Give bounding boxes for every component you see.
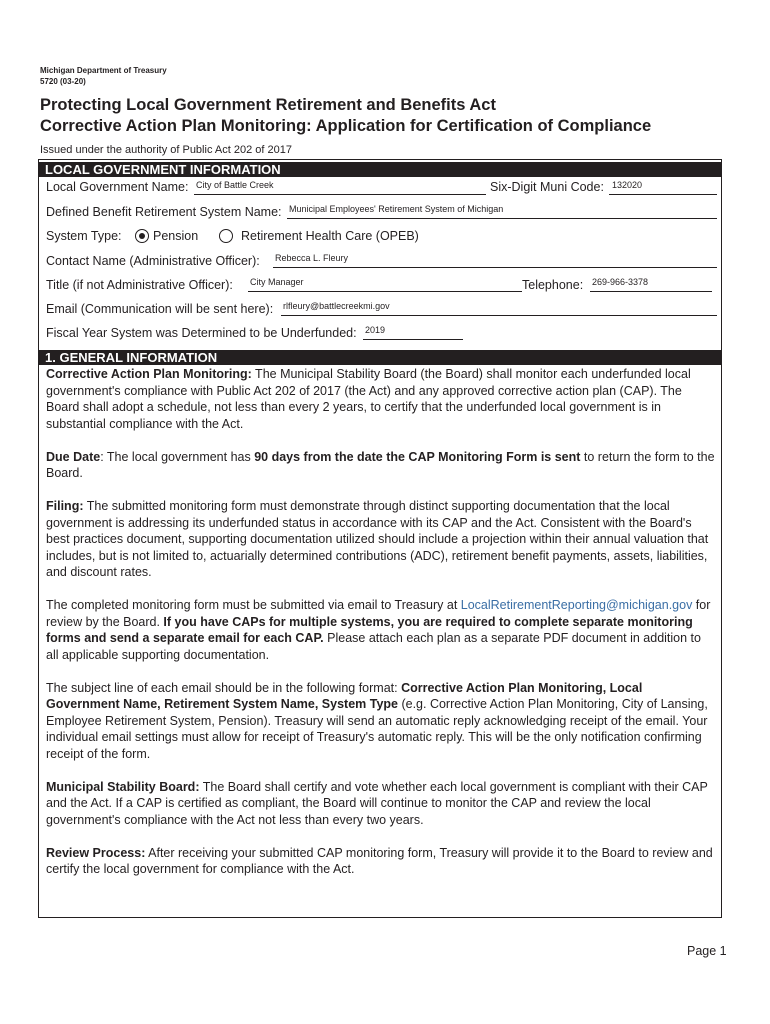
muni-code-field[interactable] — [609, 180, 717, 195]
submission-paragraph — [46, 597, 716, 663]
system-name-field[interactable] — [287, 204, 717, 219]
filing-text: The submitted monitoring form must demonstrate through distinct supporting documentation that the local government is addressing its underfunded status in accordance with its CAP and the Act. Consistent with the Board's best practices document, supporting documentation utilized should include a projection within their annual valuation that includes, but is not limited to, actuarially determined contributions (ADC), retirement benefit payments, assets, liabilities, and discount rates. — [46, 499, 709, 579]
filing-lead: Filing: — [46, 499, 84, 513]
local-gov-name-value: City of Battle Creek — [196, 180, 274, 190]
local-gov-section-heading: LOCAL GOVERNMENT INFORMATION — [39, 162, 721, 177]
submission-emphasis: If you have CAPs for multiple systems, you are required to complete separate monitoring forms and send a separate email for each CAP. — [46, 614, 693, 645]
system-type-label: System Type: — [46, 229, 122, 243]
opeb-radio[interactable] — [219, 229, 233, 243]
review-process-lead: Review Process: — [46, 845, 146, 860]
pension-radio[interactable] — [135, 229, 149, 243]
authority-note: Issued under the authority of Public Act 202 of 2017 — [40, 144, 292, 156]
board-text: The Board shall certify and vote whether each local government is compliant with their CAP and the Act. If a CAP is certified as compliant, the Board will continue to monitor the CAP and review the local government's compliance with the Act not less than every two years. — [46, 779, 708, 827]
submission-text-b: for review by the Board. — [46, 598, 711, 629]
system-name-label: Defined Benefit Retirement System Name: — [46, 205, 282, 219]
pension-option-label: Pension — [153, 229, 199, 243]
email-label: Email (Communication will be sent here): — [46, 302, 274, 316]
page-number: Page 1 — [687, 944, 727, 958]
subject-line-text-b: (e.g. Corrective Action Plan Monitoring, City of Lansing, Employee Retirement System, Pension). Treasury will send an automatic reply acknowledging receipt of the email. Your individual email settings must allow for receipt of Treasury's automatic reply. This will be the only notification confirming receipt of the form. — [46, 697, 708, 761]
muni-code-value: 132020 — [612, 180, 643, 190]
telephone-value: 269-966-3378 — [592, 277, 649, 287]
board-lead: Municipal Stability Board: — [46, 779, 200, 794]
due-date-text-b: to return the form to the Board. — [46, 449, 715, 480]
review-process-paragraph — [46, 845, 716, 878]
due-date-lead: Due Date — [46, 449, 101, 464]
system-name-value: Municipal Employees' Retirement System of Michigan — [289, 204, 504, 214]
agency-header — [40, 65, 167, 87]
telephone-label: Telephone: — [522, 278, 584, 292]
general-info-body — [46, 366, 716, 894]
subject-line-text-a: The subject line of each email should be in the following format: — [46, 680, 402, 695]
contact-name-label: Contact Name (Administrative Officer): — [46, 254, 260, 268]
review-process-text: After receiving your submitted CAP monitoring form, Treasury will provide it to the Board to review and certify the local government for compliance with the Act. — [46, 845, 713, 876]
due-date-paragraph — [46, 449, 716, 482]
form-code: 5720 (03-20) — [40, 77, 86, 86]
submission-text-c: Please attach each plan as a separate PDF document in addition to all applicable supporting documentation. — [46, 631, 701, 662]
due-date-emphasis: 90 days from the date the CAP Monitoring Form is sent — [254, 449, 581, 464]
general-info-section-heading: 1. GENERAL INFORMATION — [39, 350, 721, 365]
officer-title-value: City Manager — [250, 277, 304, 287]
board-paragraph — [46, 779, 716, 829]
email-field[interactable] — [281, 301, 717, 316]
fiscal-year-field[interactable] — [363, 325, 463, 340]
title-line-2: Corrective Action Plan Monitoring: Application for Certification of Compliance — [40, 117, 652, 135]
cap-monitoring-text: The Municipal Stability Board (the Board) shall monitor each underfunded local government's compliance with Public Act 202 of 2017 (the Act) and any approved corrective action plan (CAP). The Board shall adopt a schedule, not less than every 2 years, to certify that the underfunded local government is in substantial compliance with the Act. — [46, 367, 691, 431]
contact-name-field[interactable] — [273, 253, 717, 268]
officer-title-field[interactable] — [248, 277, 522, 292]
subject-line-format: Corrective Action Plan Monitoring, Local Government Name, Retirement System Name, System Type — [46, 680, 643, 711]
subject-line-paragraph — [46, 680, 716, 763]
muni-code-label: Six-Digit Muni Code: — [490, 180, 604, 194]
opeb-option-label: Retirement Health Care (OPEB) — [241, 229, 419, 243]
telephone-field[interactable] — [590, 277, 712, 292]
due-date-text-a: : The local government has — [100, 449, 255, 464]
fiscal-year-value: 2019 — [365, 325, 386, 335]
agency-name: Michigan Department of Treasury — [40, 66, 167, 75]
contact-name-value: Rebecca L. Fleury — [275, 253, 349, 263]
email-value: rlfleury@battlecreekmi.gov — [283, 301, 390, 311]
local-gov-name-field[interactable] — [194, 180, 486, 195]
local-gov-name-label: Local Government Name: — [46, 180, 189, 194]
form-title — [40, 95, 651, 137]
title-line-1: Protecting Local Government Retirement and Benefits Act — [40, 96, 496, 114]
treasury-email-link[interactable]: LocalRetirementReporting@michigan.gov — [460, 598, 693, 612]
submission-text-a: The completed monitoring form must be submitted via email to Treasury at — [46, 598, 461, 612]
fiscal-year-label: Fiscal Year System was Determined to be Underfunded: — [46, 326, 357, 340]
cap-monitoring-paragraph — [46, 366, 716, 432]
cap-monitoring-lead: Corrective Action Plan Monitoring: — [46, 367, 252, 381]
officer-title-label: Title (if not Administrative Officer): — [46, 278, 233, 292]
filing-paragraph — [46, 498, 716, 581]
